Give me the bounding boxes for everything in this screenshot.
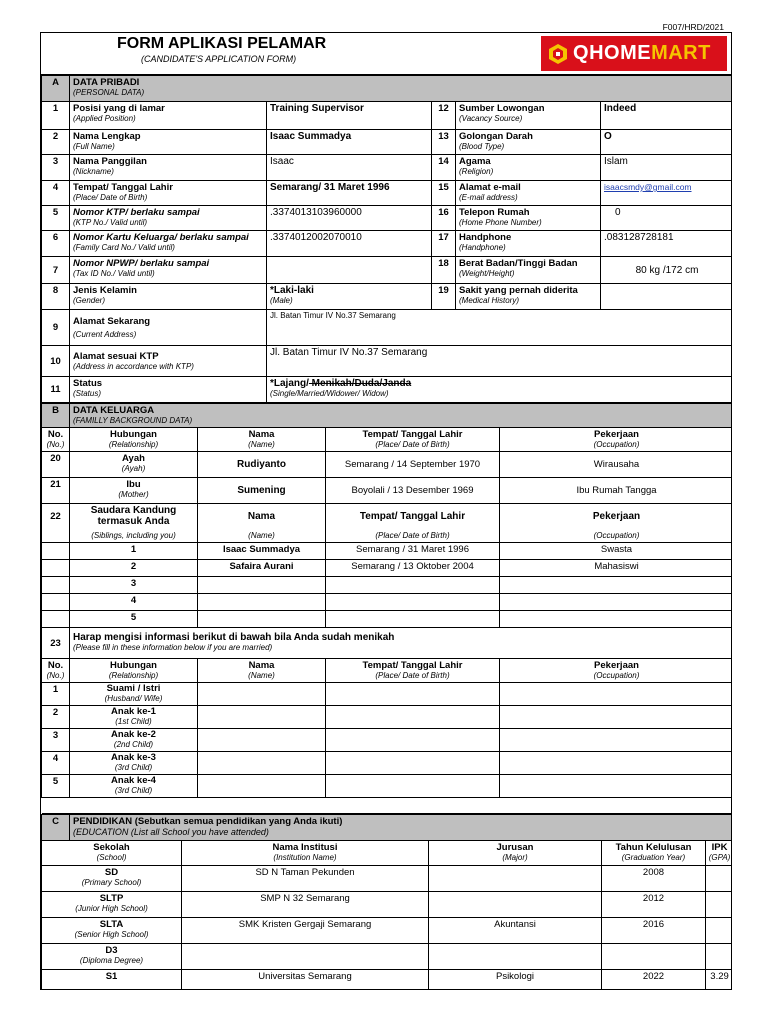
row-number: 9 [42,310,70,346]
section-title: DATA PRIBADI [73,77,140,88]
field-sublabel: (Full Name) [73,142,115,151]
row-number: 5 [42,775,70,798]
status-struck: Menikah/Duda/Janda [308,378,412,389]
col-subheader: (No.) [46,671,65,680]
col-header: Pekerjaan [594,429,639,440]
sibling-name-field[interactable] [198,611,326,628]
col-header: Tempat/ Tanggal Lahir [362,429,463,440]
spacer-row [42,798,733,814]
col-subheader: (Relationship) [108,671,159,680]
col-subheader: (Name) [198,530,326,543]
ktp-number-field[interactable]: .3374013103960000 [267,206,432,231]
relationship-sublabel: (Husband/ Wife) [104,694,163,703]
graduation-year-field[interactable]: 2012 [602,892,706,918]
field-sublabel: (Nickname) [73,167,114,176]
personal-data-table [41,75,732,403]
col-subheader: (Place/ Date of Birth) [326,530,500,543]
mother-name-field[interactable]: Sumening [198,478,326,504]
father-name-field[interactable]: Rudiyanto [198,452,326,478]
field-sublabel: (Medical History) [459,296,520,305]
relationship-label: Ibu [126,479,141,490]
col-header: Nama Institusi [272,842,338,853]
col-header: Nama [248,660,275,671]
col-subheader: (Major) [502,853,528,862]
spouse-birth-field[interactable] [326,683,500,706]
married-instruction-sub: (Please fill in these information below if you are married) [73,643,273,652]
npwp-field[interactable] [267,257,432,284]
logo-q-icon [547,43,569,65]
field-label: Posisi yang di lamar [73,103,165,114]
relationship-sublabel: (1st Child) [115,717,152,726]
col-subheader: (Place/ Date of Birth) [375,440,450,449]
education-row [42,918,733,944]
gender-field[interactable] [267,284,432,310]
mother-job-field[interactable]: Ibu Rumah Tangga [500,478,733,504]
form-title: FORM APLIKASI PELAMAR [117,35,327,52]
family-header-row [42,428,733,452]
field-label: Golongan Darah [459,131,533,142]
weight-height-field[interactable]: 80 kg /172 cm [601,257,733,284]
field-sublabel: (Status) [73,389,102,398]
graduation-year-field[interactable]: 2008 [602,866,706,892]
child-job-field[interactable] [500,729,733,752]
col-subheader: (School) [96,853,127,862]
child-name-field[interactable] [198,752,326,775]
col-header: Nama [198,504,326,530]
row-number: 22 [42,504,70,530]
married-row [42,729,733,752]
gpa-field[interactable] [706,892,733,918]
personal-row [42,346,733,377]
field-sublabel: (Applied Position) [73,114,136,123]
sibling-birth-field[interactable] [326,577,500,594]
gpa-field[interactable] [706,866,733,892]
field-label: Nomor NPWP/ berlaku sampai [73,258,210,269]
col-subheader: (Occupation) [593,671,640,680]
nickname-field[interactable]: Isaac [267,155,432,181]
section-title: DATA KELUARGA [73,405,155,416]
school-level-sub: (Senior High School) [74,930,149,939]
vacancy-source-field[interactable]: Indeed [601,102,733,130]
field-sublabel: (Address in accordance with KTP) [73,362,194,371]
field-sublabel: (Religion) [459,167,494,176]
col-header: Tempat/ Tanggal Lahir [362,660,463,671]
child-birth-field[interactable] [326,775,500,798]
sibling-row [42,594,733,611]
child-job-field[interactable] [500,706,733,729]
ktp-address-field[interactable]: Jl. Batan Timur IV No.37 Semarang [267,346,733,377]
col-header: Pekerjaan [500,504,733,530]
row-number: 11 [42,377,70,403]
row-number: 12 [432,102,456,130]
personal-row [42,257,733,284]
sibling-job-field[interactable]: Swasta [500,543,733,560]
child-name-field[interactable] [198,729,326,752]
personal-row [42,102,733,130]
education-table [41,814,732,990]
sibling-name-field[interactable] [198,594,326,611]
field-label: Nomor Kartu Keluarga/ berlaku sampai [73,232,249,243]
institution-field[interactable]: SD N Taman Pekunden [182,866,429,892]
graduation-year-field[interactable] [602,944,706,970]
row-number: 18 [432,257,456,284]
personal-row [42,181,733,206]
sibling-job-field[interactable] [500,577,733,594]
relationship-label: Anak ke-2 [111,729,156,740]
status-sublabel: (Single/Married/Widower/ Widow) [270,389,389,398]
field-sublabel: (Handphone) [459,243,506,252]
section-subtitle: (FAMILLY BACKGROUND DATA) [73,416,193,425]
father-job-field[interactable]: Wirausaha [500,452,733,478]
field-label: Alamat e-mail [459,182,521,193]
document-code: F007/HRD/2021 [662,22,724,32]
email-link[interactable]: isaacsmdy@gmail.com [604,182,692,192]
row-number: 1 [42,102,70,130]
relationship-sublabel: (2nd Child) [113,740,154,749]
row-number: 7 [42,257,70,284]
sibling-number: 4 [70,594,198,611]
graduation-year-field[interactable]: 2022 [602,970,706,991]
field-sublabel: (Gender) [73,296,106,305]
field-label: Sumber Lowongan [459,103,545,114]
field-sublabel: (Tax ID No./ Valid until) [73,269,155,278]
row-number: 10 [42,346,70,377]
graduation-year-field[interactable]: 2016 [602,918,706,944]
row-number: 1 [42,683,70,706]
personal-row [42,231,733,257]
personal-row [42,377,733,403]
section-letter: C [42,815,70,841]
relationship-label: Ayah [122,453,145,464]
school-level: SLTP [99,893,124,904]
relationship-sublabel: (3rd Child) [114,763,153,772]
sibling-row [42,560,733,577]
gpa-field[interactable] [706,944,733,970]
personal-row [42,130,733,155]
handphone-field[interactable]: .083128728181 [601,231,733,257]
field-sublabel: (Blood Type) [459,142,505,151]
blood-type-field[interactable]: O [601,130,733,155]
major-field[interactable] [429,944,602,970]
field-sublabel: (Home Phone Number) [459,218,542,227]
sibling-number: 1 [70,543,198,560]
col-subheader: (Siblings, including you) [70,530,198,543]
col-header: Sekolah [93,842,130,853]
section-subtitle: (PERSONAL DATA) [73,88,145,97]
row-number: 3 [42,729,70,752]
siblings-header-row [42,504,733,530]
mother-birth-field[interactable]: Boyolali / 13 Desember 1969 [326,478,500,504]
col-subheader: (Name) [248,671,275,680]
school-level: D3 [105,945,118,956]
siblings-label: Saudara Kandung termasuk Anda [70,504,198,530]
field-label: Nama Panggilan [73,156,147,167]
col-header: Pekerjaan [594,660,639,671]
section-title: PENDIDIKAN (Sebutkan semua pendidikan yang Anda ikuti) [73,816,343,827]
field-label: Nama Lengkap [73,131,141,142]
relationship-sublabel: (Ayah) [121,464,146,473]
married-row [42,775,733,798]
col-subheader: (No.) [46,440,65,449]
sibling-birth-field[interactable]: Semarang / 31 Maret 1996 [326,543,500,560]
field-label: Alamat sesuai KTP [73,351,159,362]
field-label: Agama [459,156,491,167]
section-b-header [42,404,733,428]
field-sublabel: (E-mail address) [459,193,518,202]
sibling-row [42,577,733,594]
major-field[interactable]: Psikologi [429,970,602,991]
status-selected: *Lajang/ [270,378,309,389]
col-subheader: (Name) [248,440,275,449]
field-sublabel: (Place/ Date of Birth) [73,193,148,202]
religion-field[interactable]: Islam [601,155,733,181]
sibling-job-field[interactable] [500,594,733,611]
section-subtitle: (EDUCATION (List all School you have attended) [73,827,269,837]
field-sublabel: (Vacancy Source) [459,114,523,123]
logo-wordmark [573,42,711,65]
school-level-sub: (Junior High School) [75,904,148,913]
sibling-name-field[interactable]: Isaac Summadya [198,543,326,560]
row-number: 17 [432,231,456,257]
gpa-field[interactable]: 3.29 [706,970,733,991]
school-level: S1 [105,971,118,982]
gender-sublabel: (Male) [270,296,293,305]
institution-field[interactable]: SMP N 32 Semarang [182,892,429,918]
applied-position-field[interactable]: Training Supervisor [267,102,432,130]
current-address-field[interactable]: Jl. Batan Timur IV No.37 Semarang [267,310,733,346]
company-logo [541,36,727,71]
education-row [42,892,733,918]
col-header: Nama [248,429,275,440]
married-instruction: Harap mengisi informasi berikut di bawah bila Anda sudah menikah [73,632,395,643]
school-level: SD [104,867,119,878]
col-subheader: (GPA) [708,853,731,862]
row-number: 6 [42,231,70,257]
full-name-field[interactable]: Isaac Summadya [267,130,432,155]
personal-row [42,155,733,181]
major-field[interactable] [429,866,602,892]
row-number: 21 [42,478,70,504]
col-subheader: (Graduation Year) [621,853,686,862]
spouse-job-field[interactable] [500,683,733,706]
col-header: Hubungan [110,429,157,440]
married-header-row [42,659,733,683]
education-header-row [42,841,733,866]
education-row [42,970,733,991]
col-header: No. [47,660,64,671]
field-label: Sakit yang pernah diderita [459,285,578,296]
family-row [42,452,733,478]
row-number: 14 [432,155,456,181]
sibling-name-field[interactable] [198,577,326,594]
sibling-number: 3 [70,577,198,594]
field-label: Berat Badan/Tinggi Badan [459,258,578,269]
relationship-label: Suami / Istri [106,683,161,694]
field-label: Telepon Rumah [459,207,530,218]
row-number: 20 [42,452,70,478]
section-c-header [42,815,733,841]
section-letter: B [42,404,70,428]
row-number: 13 [432,130,456,155]
child-job-field[interactable] [500,775,733,798]
row-number: 23 [42,628,70,659]
married-row [42,706,733,729]
row-number: 8 [42,284,70,310]
col-subheader: (Institution Name) [273,853,337,862]
col-subheader: (Occupation) [593,440,640,449]
field-label: Jenis Kelamin [73,285,137,296]
sibling-name-field[interactable]: Safaira Aurani [198,560,326,577]
family-row [42,478,733,504]
section-letter: A [42,76,70,102]
row-number: 4 [42,752,70,775]
relationship-sublabel: (Mother) [118,490,149,499]
col-subheader: (Relationship) [108,440,159,449]
sibling-job-field[interactable] [500,611,733,628]
personal-row [42,206,733,231]
married-row [42,752,733,775]
field-sublabel: (Current Address) [73,330,137,339]
row-number: 16 [432,206,456,231]
sibling-number: 5 [70,611,198,628]
sibling-birth-field[interactable]: Semarang / 13 Oktober 2004 [326,560,500,577]
logo-mart: MART [651,42,711,64]
sibling-birth-field[interactable] [326,611,500,628]
school-level: SLTA [99,919,124,930]
child-job-field[interactable] [500,752,733,775]
birth-place-date-field[interactable]: Semarang/ 31 Maret 1996 [267,181,432,206]
row-number: 3 [42,155,70,181]
field-label: Nomor KTP/ berlaku sampai [73,207,200,218]
field-label: Handphone [459,232,512,243]
education-row [42,944,733,970]
application-form [40,32,732,990]
relationship-sublabel: (3rd Child) [114,786,153,795]
family-table [41,403,732,814]
sibling-job-field[interactable]: Mahasiswi [500,560,733,577]
form-subtitle: (CANDIDATE'S APPLICATION FORM) [141,54,297,64]
field-sublabel: (KTP No./ Valid until) [73,218,148,227]
field-sublabel: (Family Card No./ Valid until) [73,243,175,252]
personal-row [42,284,733,310]
marital-status-field[interactable] [267,377,733,403]
col-header: Tempat/ Tanggal Lahir [326,504,500,530]
institution-field[interactable]: SMK Kristen Gergaji Semarang [182,918,429,944]
relationship-label: Anak ke-1 [111,706,156,717]
field-sublabel: (Weight/Height) [459,269,515,278]
siblings-subheader-row [42,530,733,543]
family-card-field[interactable]: .3374012002070010 [267,231,432,257]
field-label: Status [73,378,103,389]
col-header: Jurusan [496,842,534,853]
father-birth-field[interactable]: Semarang / 14 September 1970 [326,452,500,478]
col-subheader: (Place/ Date of Birth) [375,671,450,680]
personal-row [42,310,733,346]
row-number: 19 [432,284,456,310]
col-subheader: (Occupation) [500,530,733,543]
field-label: Tempat/ Tanggal Lahir [73,182,173,193]
medical-history-field[interactable] [601,284,733,310]
logo-q: Q [573,42,590,64]
sibling-birth-field[interactable] [326,594,500,611]
field-label: Alamat Sekarang [73,316,151,327]
relationship-label: Anak ke-4 [111,775,156,786]
education-row [42,866,733,892]
institution-field[interactable]: Universitas Semarang [182,970,429,991]
logo-home: HOME [589,42,652,64]
row-number: 2 [42,706,70,729]
row-number: 4 [42,181,70,206]
row-number: 15 [432,181,456,206]
form-header [41,33,731,75]
child-birth-field[interactable] [326,729,500,752]
married-intro-row [42,628,733,659]
child-birth-field[interactable] [326,752,500,775]
institution-field[interactable] [182,944,429,970]
col-header: No. [47,429,64,440]
sibling-number: 2 [70,560,198,577]
relationship-label: Anak ke-3 [111,752,156,763]
child-name-field[interactable] [198,775,326,798]
home-phone-field[interactable]: 0 [601,206,733,231]
row-number: 2 [42,130,70,155]
school-level-sub: (Primary School) [81,878,142,887]
gender-value: *Laki-laki [270,285,314,296]
col-header: Hubungan [110,660,157,671]
child-birth-field[interactable] [326,706,500,729]
spouse-name-field[interactable] [198,683,326,706]
col-header: IPK [711,842,728,853]
school-level-sub: (Diploma Degree) [79,956,144,965]
married-row [42,683,733,706]
col-header: Tahun Kelulusan [615,842,692,853]
child-name-field[interactable] [198,706,326,729]
section-a-header [42,76,733,102]
sibling-row [42,543,733,560]
row-number: 5 [42,206,70,231]
major-field[interactable] [429,892,602,918]
sibling-row [42,611,733,628]
major-field[interactable]: Akuntansi [429,918,602,944]
gpa-field[interactable] [706,918,733,944]
